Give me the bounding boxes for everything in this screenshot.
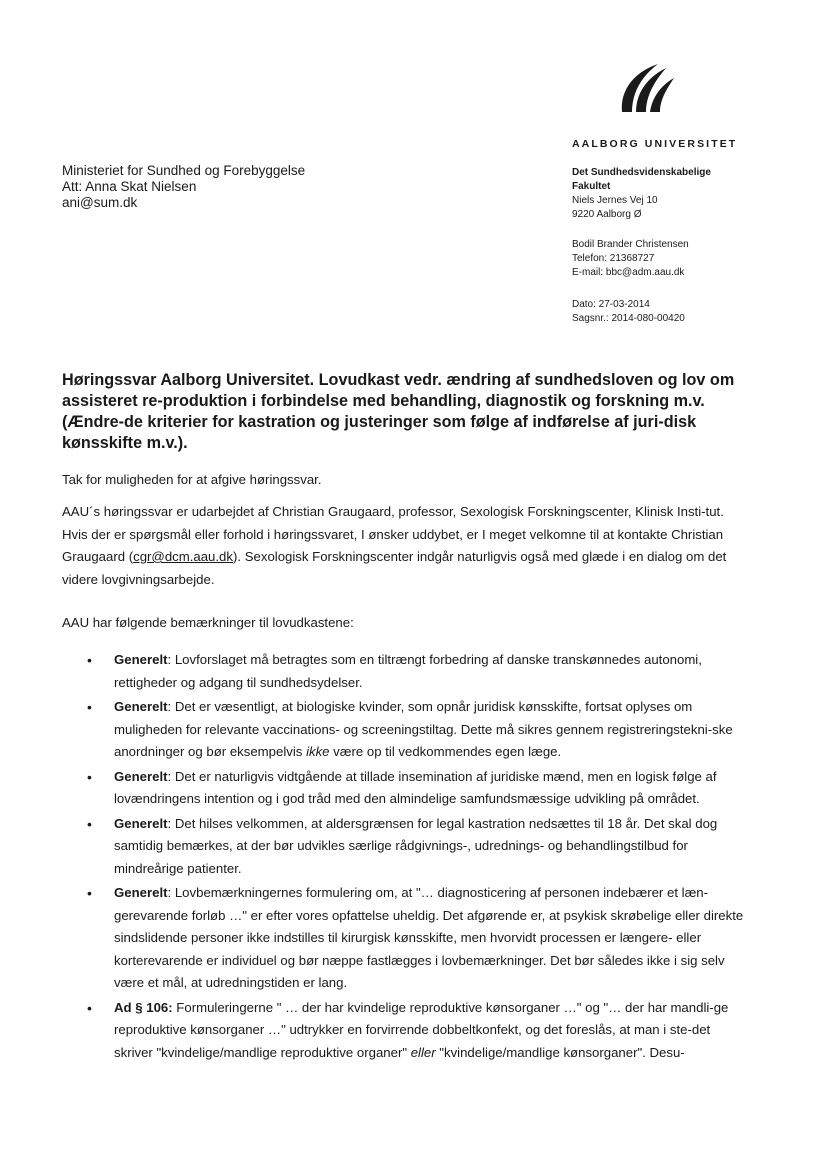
bullet-lead: Generelt bbox=[114, 885, 168, 900]
bullet-text: : Lovbemærkningernes formulering om, at "… diagnosticering af personen indebærer et læn-gerevarende forløb …" er efter vores opfattelse uheldig. Det afgørende er, at psykisk skrøbelige eller direkte sindslidende personer ikke indstilles til kirurgisk kønsskifte, men hvorvidt processen er længere- eller korterevarende er individuel og bør næppe fastlægges i lovbemærkninger. Det bør således ikke i sig selv være et mål, at udredningstiden er lang. bbox=[114, 885, 744, 990]
intro-paragraph: Tak for muligheden for at afgive høringssvar. bbox=[62, 472, 322, 487]
bullet-text: være op til vedkommendes egen læge. bbox=[329, 744, 562, 759]
list-item bbox=[62, 696, 752, 764]
remarks-intro: AAU har følgende bemærkninger til lovudkastene: bbox=[62, 615, 354, 630]
sender-faculty-line2: Fakultet bbox=[572, 181, 611, 192]
sender-faculty-line1: Det Sundhedsvidenskabelige bbox=[572, 167, 711, 178]
recipient-line-attention: Att: Anna Skat Nielsen bbox=[62, 179, 197, 194]
list-item bbox=[62, 882, 752, 995]
bullet-text: : Det er væsentligt, at biologiske kvinder, som opnår juridisk kønsskifte, fortsat oplyses om muligheden for relevante vaccinations- og screeningstiltag. Dette må sikres gennem registreringstekni-ske anordninger og bør eksempelvis bbox=[114, 699, 733, 759]
recipient-email: ani@sum.dk bbox=[62, 195, 138, 210]
contact-paragraph bbox=[62, 501, 752, 591]
contact-text-before: AAU´s høringssvar er udarbejdet af Christian Graugaard, professor, Sexologisk Forskningscenter, Klinisk Insti-tut. Hvis der er spørgsmål eller forhold i høringssvaret, I ønsker uddybet, er I meget velkomne til at kontakte Christian Graugaard ( bbox=[62, 504, 724, 564]
list-item bbox=[62, 649, 752, 694]
sender-block bbox=[572, 166, 711, 326]
sender-contact-name: Bodil Brander Christensen bbox=[572, 239, 689, 250]
list-item bbox=[62, 997, 752, 1065]
bullet-emphasis: ikke bbox=[306, 744, 330, 759]
aau-logo-icon bbox=[612, 60, 676, 124]
sender-city: 9220 Aalborg Ø bbox=[572, 209, 642, 220]
bullet-lead: Ad § 106: bbox=[114, 999, 173, 1015]
sender-street: Niels Jernes Vej 10 bbox=[572, 195, 658, 206]
list-item bbox=[62, 766, 752, 811]
bullet-text: "kvindelige/mandlige kønsorganer". Desu- bbox=[435, 1044, 685, 1060]
university-name: AALBORG UNIVERSITET bbox=[572, 138, 738, 150]
remarks-list bbox=[62, 649, 752, 1066]
bullet-lead: Generelt bbox=[114, 768, 168, 784]
bullet-text: : Lovforslaget må betragtes som en tiltrængt forbedring af danske transkønnedes autonomi, rettigheder og adgang til sundhedsydelser. bbox=[114, 652, 702, 690]
letter-heading: Høringssvar Aalborg Universitet. Lovudkast vedr. ændring af sundhedsloven og lov om assisteret re-produktion i forbindelse med behandling, diagnostik og forskning m.v. (Ændre-de kriterier for kastration og justeringer som følge af indførelse af juri-disk kønsskifte m.v.). bbox=[62, 371, 735, 452]
bullet-lead: Generelt bbox=[114, 815, 168, 831]
bullet-lead: Generelt bbox=[114, 699, 168, 714]
bullet-text: Formuleringerne " … der har kvindelige reproduktive kønsorganer …" og "… der har mandli-ge reproduktive kønsorganer …" udtrykker en forvirrende dobbeltkonfekt, og det foreslås, at man i ste-det skriver "kvindelige/mandlige reproduktive organer" bbox=[114, 999, 729, 1060]
bullet-emphasis: eller bbox=[410, 1044, 436, 1060]
list-item bbox=[62, 813, 752, 881]
case-number: Sagsnr.: 2014-080-00420 bbox=[572, 313, 685, 324]
recipient-line-ministry: Ministeriet for Sundhed og Forebyggelse bbox=[62, 163, 306, 178]
recipient-address bbox=[62, 163, 305, 211]
bullet-text: : Det hilses velkommen, at aldersgrænsen for legal kastration nedsættes til 18 år. Det skal dog samtidig bemærkes, at der bør udvikles særlige rådgivnings-, udrednings- og behandlingstilbud for mindreårige patienter. bbox=[114, 815, 718, 876]
bullet-text: : Det er naturligvis vidtgående at tillade insemination af juridiske mænd, men en logisk følge af lovændringens intention og i god tråd med den almindelige samfundsmæssige udvikling på området. bbox=[114, 768, 717, 806]
contact-email-link[interactable]: cgr@dcm.aau.dk bbox=[133, 549, 233, 564]
letter-date: Dato: 27-03-2014 bbox=[572, 299, 650, 310]
sender-phone: Telefon: 21368727 bbox=[572, 253, 655, 264]
bullet-lead: Generelt bbox=[114, 652, 168, 667]
contact-text-after: ). Sexologisk Forskningscenter indgår naturligvis også med glæde i en dialog om det videre lovgivningsarbejde. bbox=[62, 549, 727, 587]
sender-email: E-mail: bbc@adm.aau.dk bbox=[572, 267, 685, 278]
